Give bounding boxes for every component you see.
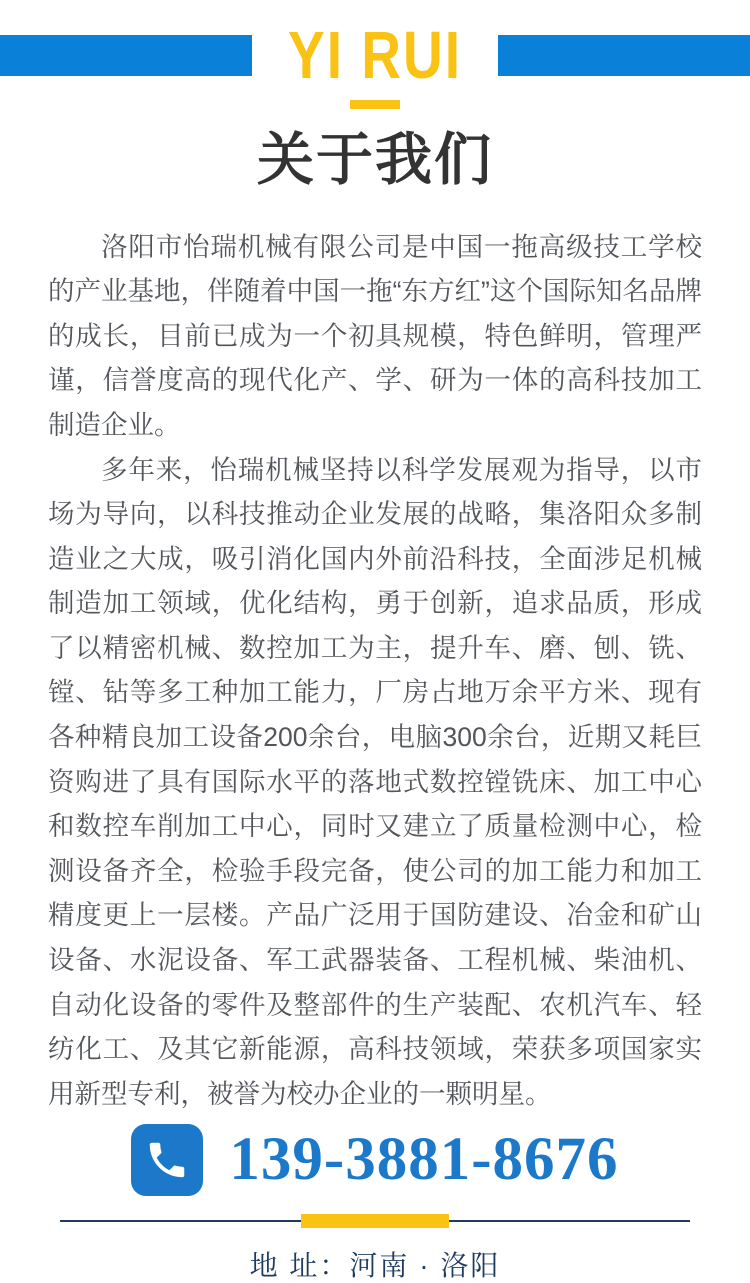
logo-underline	[350, 100, 400, 109]
brand-header	[0, 16, 750, 93]
about-page	[0, 16, 750, 1282]
about-paragraph-1: 洛阳市怡瑞机械有限公司是中国一拖高级技工学校的产业基地，伴随着中国一拖“东方红”这个国际知名品牌的成长，目前已成为一个初具规模，特色鲜明，管理严谨，信誉度高的现代化产、学、研为一体的高科技加工制造企业。	[48, 231, 702, 440]
about-paragraph-2: 多年来，怡瑞机械坚持以科学发展观为指导，以市场为导向，以科技推动企业发展的战略，集洛阳众多制造业之大成，吸引消化国内外前沿科技，全面涉足机械制造加工领域，优化结构，勇于创新，追求品质，形成了以精密机械、数控加工为主，提升车、磨、刨、铣、镗、钻等多工种加工能力，厂房占地万余平方米、现有各种精良加工设备200余台，电脑300余台，近期又耗巨资购进了具有国际水平的落地式数控镗铣床、加工中心和数控车削加工中心，同时又建立了质量检测中心，检测设备齐全，检验手段完备，使公司的加工能力和加工精度更上一层楼。产品广泛用于国防建设、冶金和矿山设备、水泥设备、军工武器装备、工程机械、柴油机、自动化设备的零件及整部件的生产装配、农机汽车、轻纺化工、及其它新能源，高科技领域，荣获多项国家实用新型专利，被誉为校办企业的一颗明星。	[48, 454, 702, 1109]
header-bar-left	[0, 35, 252, 76]
page-title: 关于我们	[257, 128, 493, 192]
phone-contact-link[interactable]	[0, 1124, 750, 1196]
address-text: 地 址：河南 · 洛阳	[249, 1250, 501, 1282]
brand-logo-text: YI RUI	[288, 16, 462, 93]
about-section	[48, 225, 702, 1117]
header-bar-right	[498, 35, 750, 76]
phone-number: 139-3881-8676	[229, 1126, 619, 1194]
phone-handset-icon	[131, 1124, 203, 1196]
footer-divider	[60, 1214, 690, 1228]
divider-accent-block	[301, 1214, 449, 1228]
